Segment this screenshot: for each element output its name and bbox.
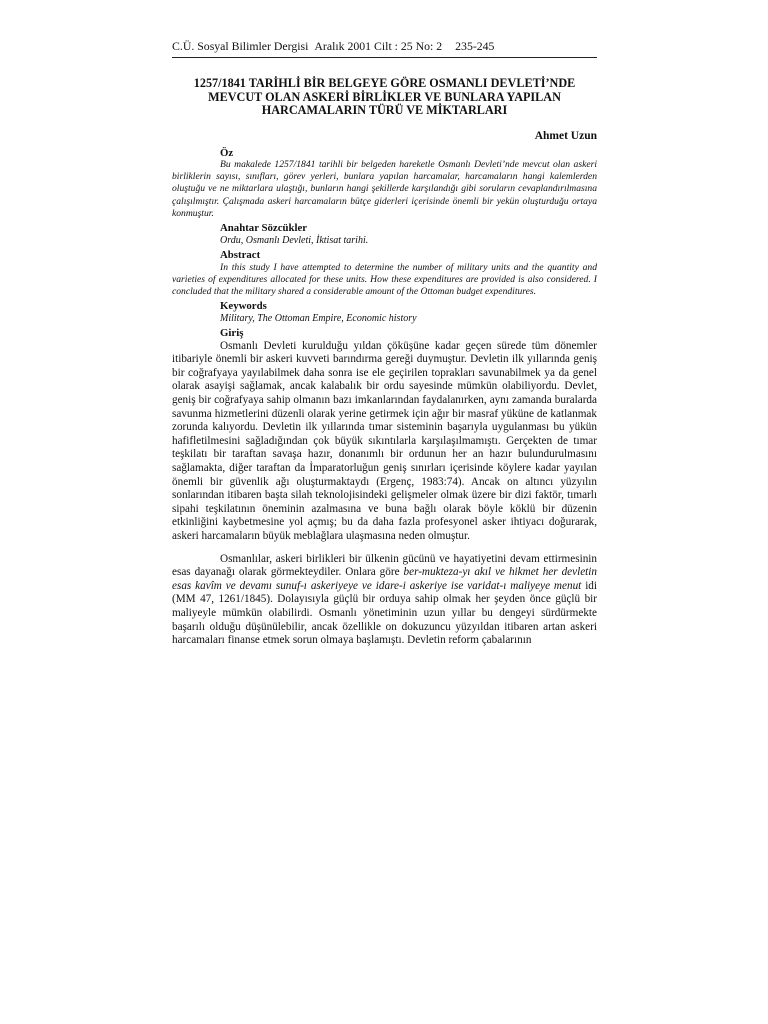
ottoman-quote: ber-mukteza-yı akıl ve hikmet her devletin esas kavîm ve devamı sunuf-ı askeriyeye ve idare-i askeriye ise varidat-ı maliyeye menut [172,566,597,592]
paragraph-2-end: idi (MM 47, 1261/1845). Dolayısıyla güçlü bir orduya sahip olmak her şeyden önce güçlü bir maliyeyle mümkün olabilirdi. Osmanlı yönetiminin uzun yıllar bu dengeyi sürdürmekte başarılı olduğu düşünülebilir, ancak özellikle on dokuzuncu yüzyıldan itibaren artan askeri harcamaları finanse etmek sorun olmaya başlamıştı. Devletin reform çabalarının [172,579,597,647]
anahtar-text: Ordu, Osmanlı Devleti, İktisat tarihi. [220,234,369,246]
journal-pages: 235-245 [455,39,495,53]
body-paragraph-1: Osmanlı Devleti kurulduğu yıldan çöküşüne kadar geçen sürede tüm dönemler itibariyle önemli bir askeri kuvveti barındırma gereği duymuştur. Devletin ilk yıllarında geniş bir coğrafyaya yayılabilmek daha sonra ise ele geçirilen toprakları savunabilmek ya da genel olarak asayişi sağlamak, ancak kalabalık bir ordu sayesinde mümkün olabiliyordu. Devlet, geniş bir coğrafyaya sahip olmanın bazı imkanlarından faydalanırken, aynı zamanda buralarda savunma hizmetlerini düzenli olarak yerine getirmek için ağır bir masraf yüküne de katlanmak zorunda kalıyordu. Devletin ilk yıllarında tımar sisteminin başarıyla uygulanması bu yükün hafifletilmesini sağladığından çok büyük sıkıntılarla karşılaşılmamıştı. Gerçekten de tımar teşkilatı bir taraftan savaşa hazır, donanımlı bir ordunun her an hazır bulundurulmasını sağlamakta, diğer taraftan da İmparatorluğun geniş sınırları içerisinde köylere kadar yayılan önemli bir güvenlik ağı oluşturmaktaydı (Ergenç, 1983:74). Ancak on altıncı yüzyılın sonlarından itibaren başta silah teknolojisindeki gelişmeler olmak üzere bir dizi faktör, tımarlı sipahi teşkilatının öneminin azalmasına ve buna bağlı olarak böyle köklü bir düzenin etkinliğini kaybetmesine yol açmış; bu da daha fazla profesyonel asker ihtiyacı doğurarak, askeri harcamaların büyük meblağlara ulaşmasına neden olmuştur. [172,339,597,542]
title-line: 1257/1841 TARİHLİ BİR BELGEYE GÖRE OSMANLI DEVLETİ’NDE [193,76,576,90]
journal-issue: Aralık 2001 Cilt : 25 No: 2 [314,39,443,53]
anahtar-heading: Anahtar Sözcükler [220,222,308,235]
journal-header [172,38,597,58]
title-line: MEVCUT OLAN ASKERİ BİRLİKLER VE BUNLARA YAPILAN [208,89,561,104]
abstract-heading: Abstract [220,249,261,262]
abstract-text: In this study I have attempted to determine the number of military units and the quantity and varieties of expenditures allocated for these units. How these expenditures are provided is also considered. I concluded that the military shared a considerable amount of the Ottoman budget expenditures. [172,261,597,297]
oz-heading: Öz [220,146,234,159]
keywords-heading: Keywords [220,300,267,313]
body-paragraph-2 [172,553,597,648]
title-line: HARCAMALARIN TÜRÜ VE MİKTARLARI [261,103,508,117]
journal-name: C.Ü. Sosyal Bilimler Dergisi [172,39,309,53]
author-name: Ahmet Uzun [534,129,597,142]
paper-title [172,77,597,118]
paper-page [172,38,597,648]
paragraph-2-start: Osmanlılar, askeri birlikleri bir ülkenin gücünü ve hayatiyetini devam ettirmesinin esas dayanağı olarak görmekteydiler. Onlara göre [172,552,597,579]
giris-heading: Giriş [220,327,244,340]
keywords-text: Military, The Ottoman Empire, Economic history [220,312,417,324]
oz-text: Bu makalede 1257/1841 tarihli bir belgeden hareketle Osmanlı Devleti’nde mevcut olan askeri birliklerin sayısı, sınıfları, görev yerleri, bunlara yapılan harcamalar, harcamaların hangi kalemlerden oluştuğu ve ne miktarlara ulaştığı, bunların hangi şekillerde karşılandığı gibi soruların cevaplandırılmasına çalışılmıştır. Çalışmada askeri harcamaların bütçe giderleri içerisinde önemli bir yekün oluşturduğu ortaya konmuştur. [172,159,597,219]
